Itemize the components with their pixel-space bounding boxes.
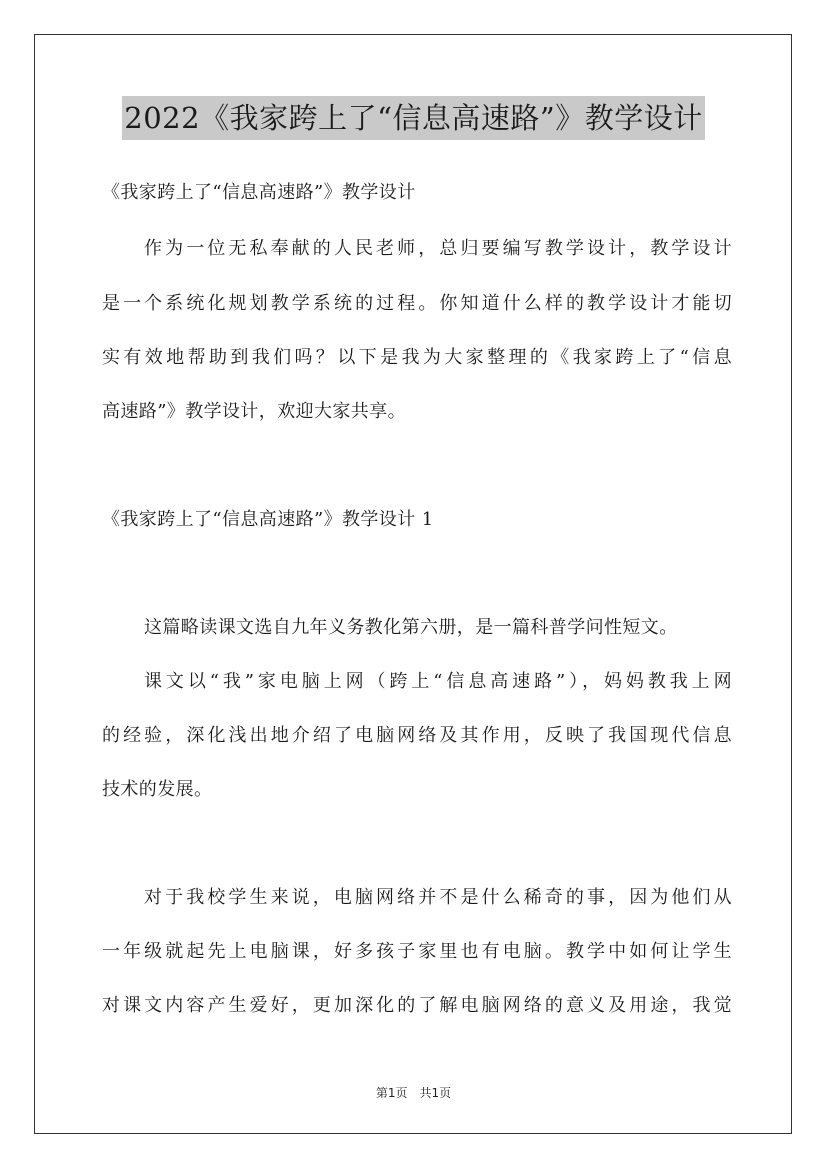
paragraph-3-line-1: 对于我校学生来说，电脑网络并不是什么稀奇的事，因为他们从 bbox=[144, 887, 732, 908]
paragraph-2-line-2: 的经验，深化浅出地介绍了电脑网络及其作用，反映了我国现代信息 bbox=[102, 725, 732, 746]
paragraph-3-line-2: 一年级就起先上电脑课，好多孩子家里也有电脑。教学中如何让学生 bbox=[102, 941, 732, 962]
paragraph-3-line-3: 对课文内容产生爱好，更加深化的了解电脑网络的意义及用途，我觉 bbox=[102, 995, 732, 1016]
paragraph-2-line-3: 技术的发展。 bbox=[102, 779, 213, 800]
intro-line-1: 作为一位无私奉献的人民老师，总归要编写教学设计，教学设计 bbox=[144, 238, 732, 259]
title-container bbox=[0, 96, 827, 140]
paragraph-2-line-1: 课文以“我”家电脑上网（跨上“信息高速路”），妈妈教我上网 bbox=[144, 671, 732, 692]
document-subtitle: 《我家跨上了“信息高速路”》教学设计 bbox=[102, 182, 416, 203]
intro-line-4: 高速路”》教学设计，欢迎大家共享。 bbox=[102, 401, 407, 422]
section-heading: 《我家跨上了“信息高速路”》教学设计 1 bbox=[102, 509, 434, 530]
intro-line-2: 是一个系统化规划教学系统的过程。你知道什么样的教学设计才能切 bbox=[102, 293, 732, 314]
page-number-footer: 第1页 共1页 bbox=[375, 1086, 452, 1100]
intro-line-3: 实有效地帮助到我们吗？以下是我为大家整理的《我家跨上了“信息 bbox=[102, 347, 732, 368]
paragraph-1: 这篇略读课文选自九年义务教化第六册，是一篇科普学问性短文。 bbox=[144, 617, 678, 638]
document-title: 2022《我家跨上了“信息高速路”》教学设计 bbox=[122, 96, 704, 140]
